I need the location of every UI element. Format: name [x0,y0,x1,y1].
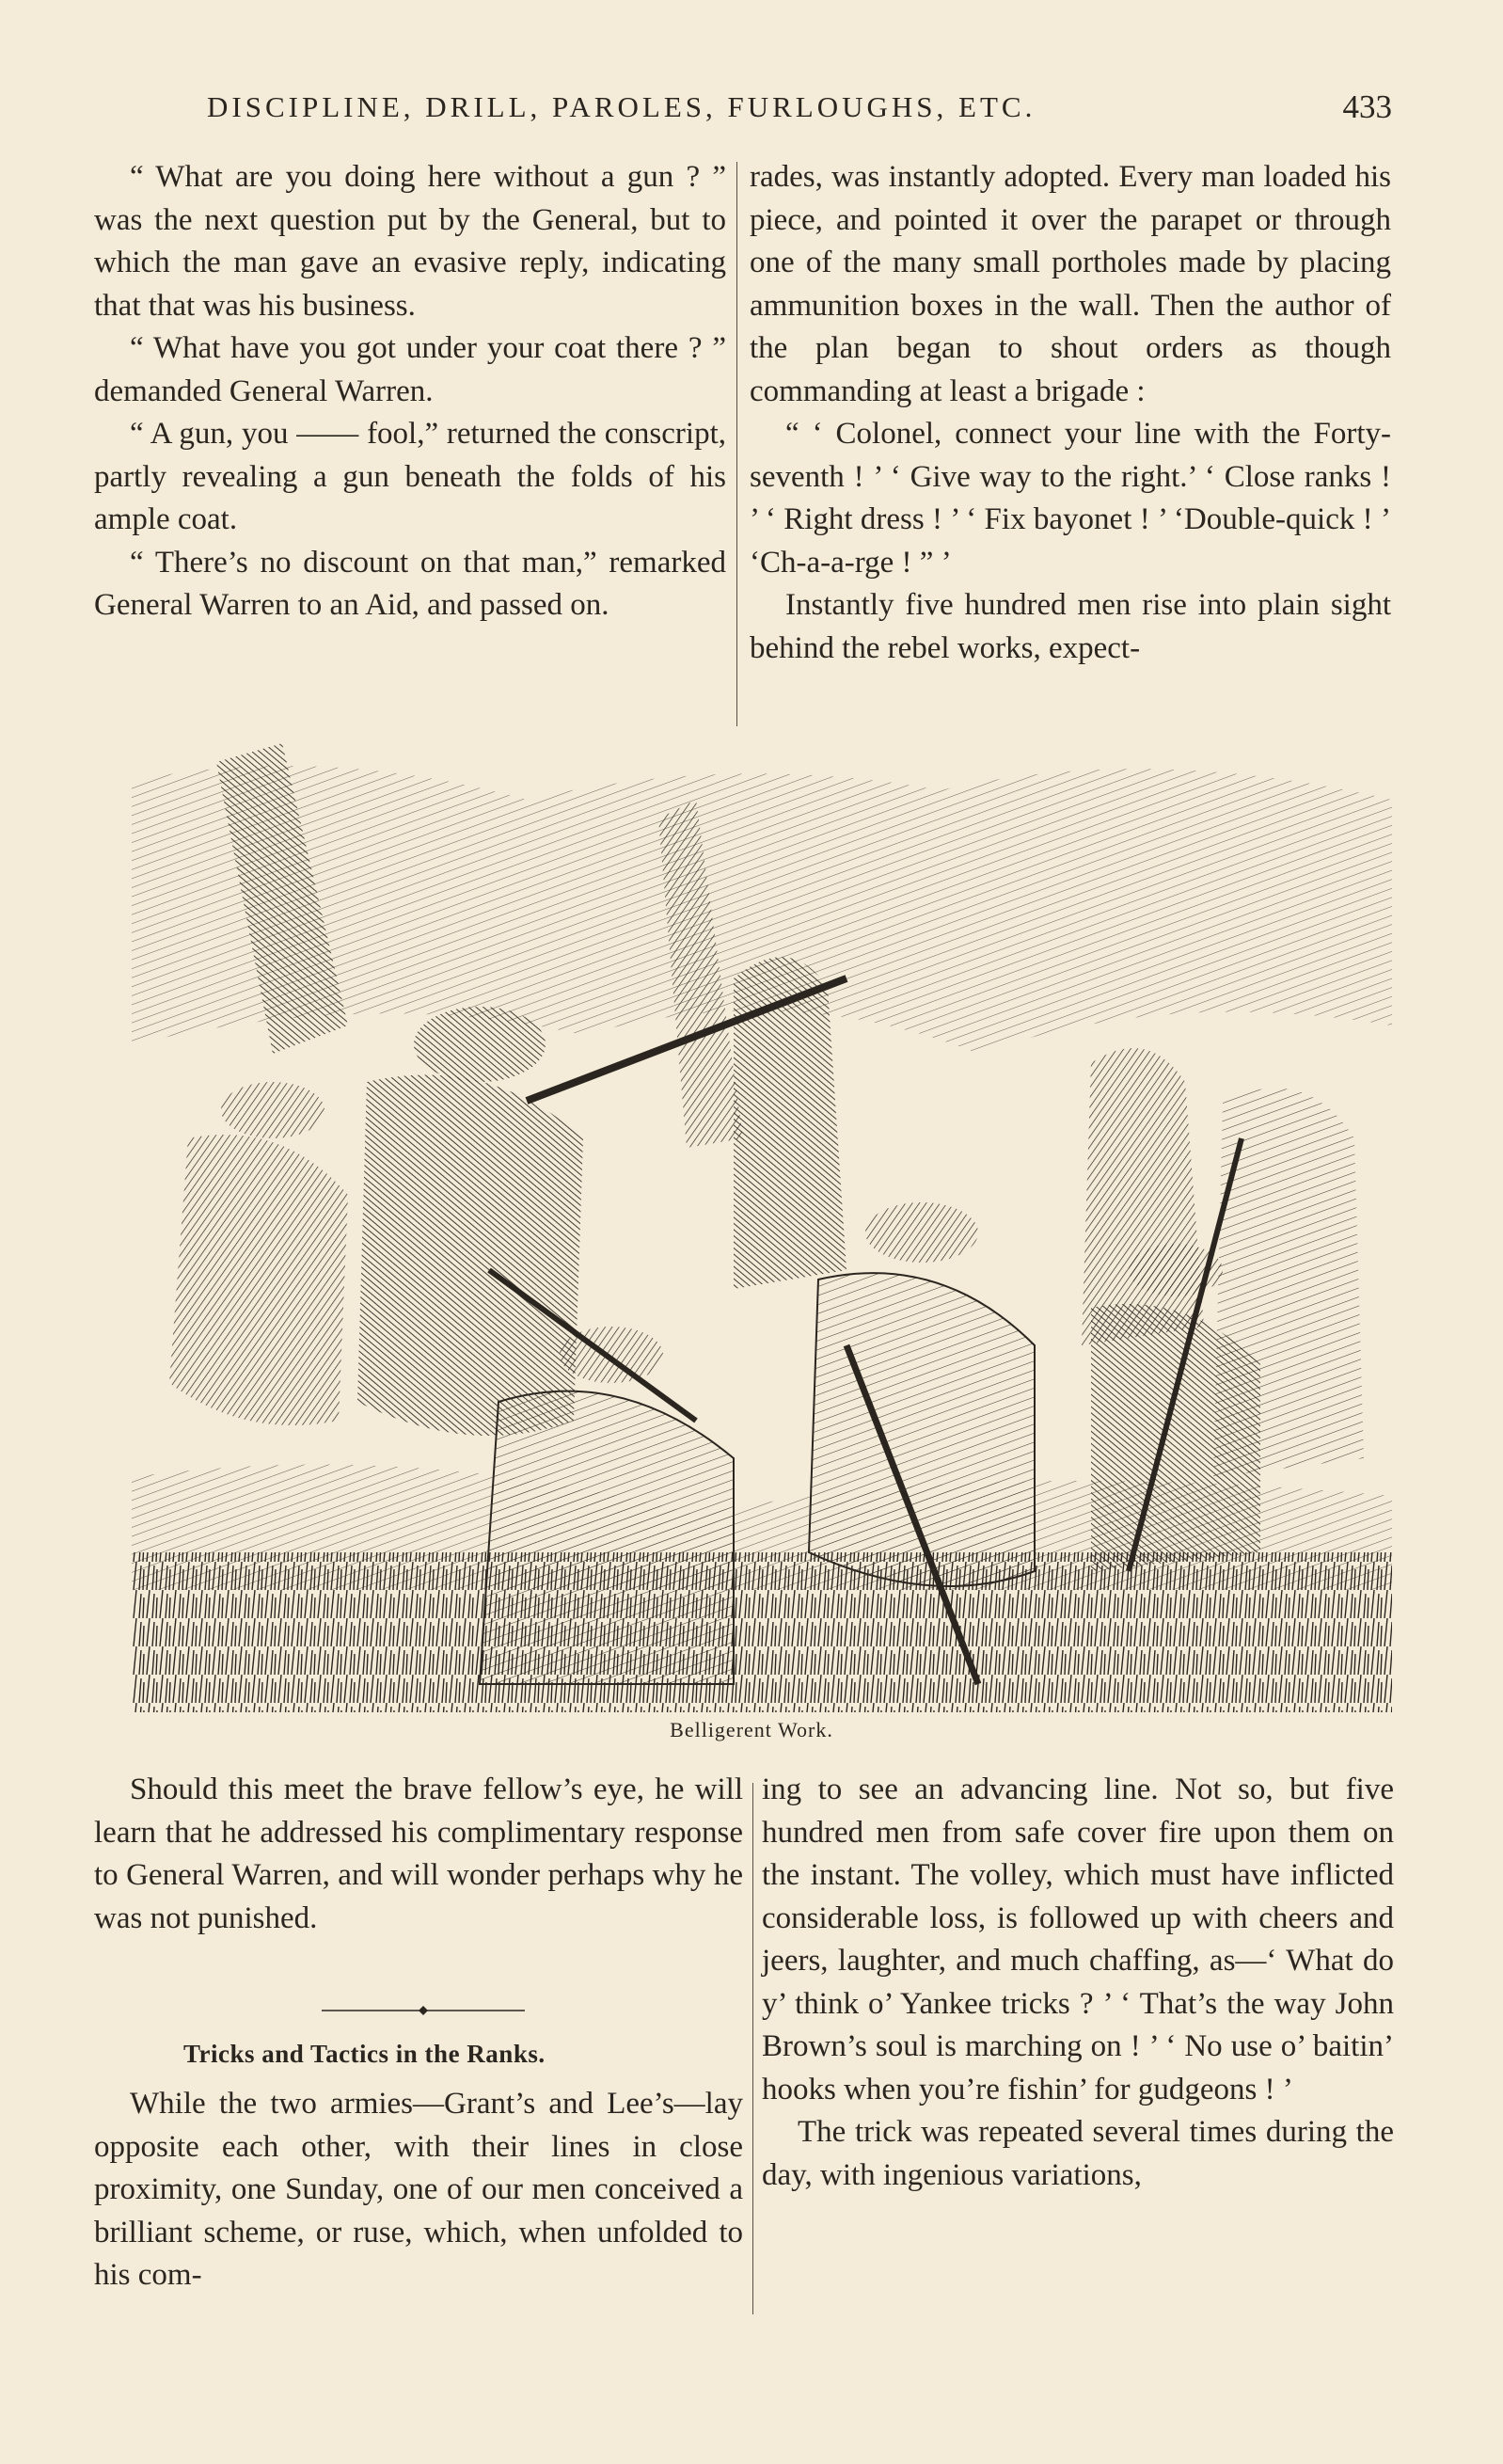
section-heading: Tricks and Tactics in the Ranks. [183,2040,546,2068]
paragraph: While the two armies—Grant’s and Lee’s—lay opposite each other, with their lines in close proximity, one Sunday, one of our men conceived a brilliant scheme, or ruse, which, when unfolded to his com- [94,2087,743,2292]
paragraph: “ What have you got under your coat there ? ” demanded General Warren. [94,331,726,408]
paragraph: Should this meet the brave fellow’s eye, he will learn that he addressed his complimentary response to General Warren, and will wonder perhaps why he was not punished. [94,1772,743,1935]
bottom-right-column [762,1769,1394,2197]
paragraph: “ There’s no discount on that man,” remarked General Warren to an Aid, and passed on. [94,545,726,622]
column-divider [736,162,737,726]
bottom-left-column [94,1769,743,1940]
top-right-column [750,156,1391,670]
section-body-column [94,2083,743,2297]
illustration-caption: Belligerent Work. [670,1718,833,1741]
paragraph: “ What are you doing here without a gun ? ” was the next question put by the General, but to which the man gave an evasive reply, indicating that that was his business. [94,160,726,323]
section-divider [322,2004,525,2017]
paragraph: ing to see an advancing line. Not so, but five hundred men from safe cover fire upon them on the instant. The volley, which must have inflicted considerable loss, is followed up with cheers and jeers, laughter, and much chaffing, as—‘ What do y’ think o’ Yankee tricks ? ’ ‘ That’s the way John Brown’s soul is marching on ! ’ ‘ No use o’ baitin’ hooks when you’re fishin’ for gudgeons ! ’ [762,1772,1394,2106]
paragraph: “ A gun, you —— fool,” returned the conscript, partly revealing a gun beneath the folds of his ample coat. [94,417,726,536]
running-head: DISCIPLINE, DRILL, PAROLES, FURLOUGHS, ETC. [207,90,1036,123]
top-left-column [94,156,726,628]
paragraph: rades, was instantly adopted. Every man loaded his piece, and pointed it over the parapet or through one of the many small portholes made by placing ammunition boxes in the wall. Then the author of the plan began to shout orders as though commanding at least a brigade : [750,160,1391,408]
paragraph: “ ‘ Colonel, connect your line with the Forty-seventh ! ’ ‘ Give way to the right.’ ‘ Close ranks ! ’ ‘ Right dress ! ’ ‘ Fix bayonet ! ’ ‘Double-quick ! ’ ‘Ch-a-a-rge ! ” ’ [750,417,1391,580]
engraving-illustration [132,743,1392,1712]
column-divider [752,1783,753,2314]
page-number: 433 [1342,88,1392,125]
paragraph: The trick was repeated several times during the day, with ingenious variations, [762,2115,1394,2192]
paragraph: Instantly five hundred men rise into plain sight behind the rebel works, expect- [750,588,1391,665]
page-header [207,90,1392,137]
